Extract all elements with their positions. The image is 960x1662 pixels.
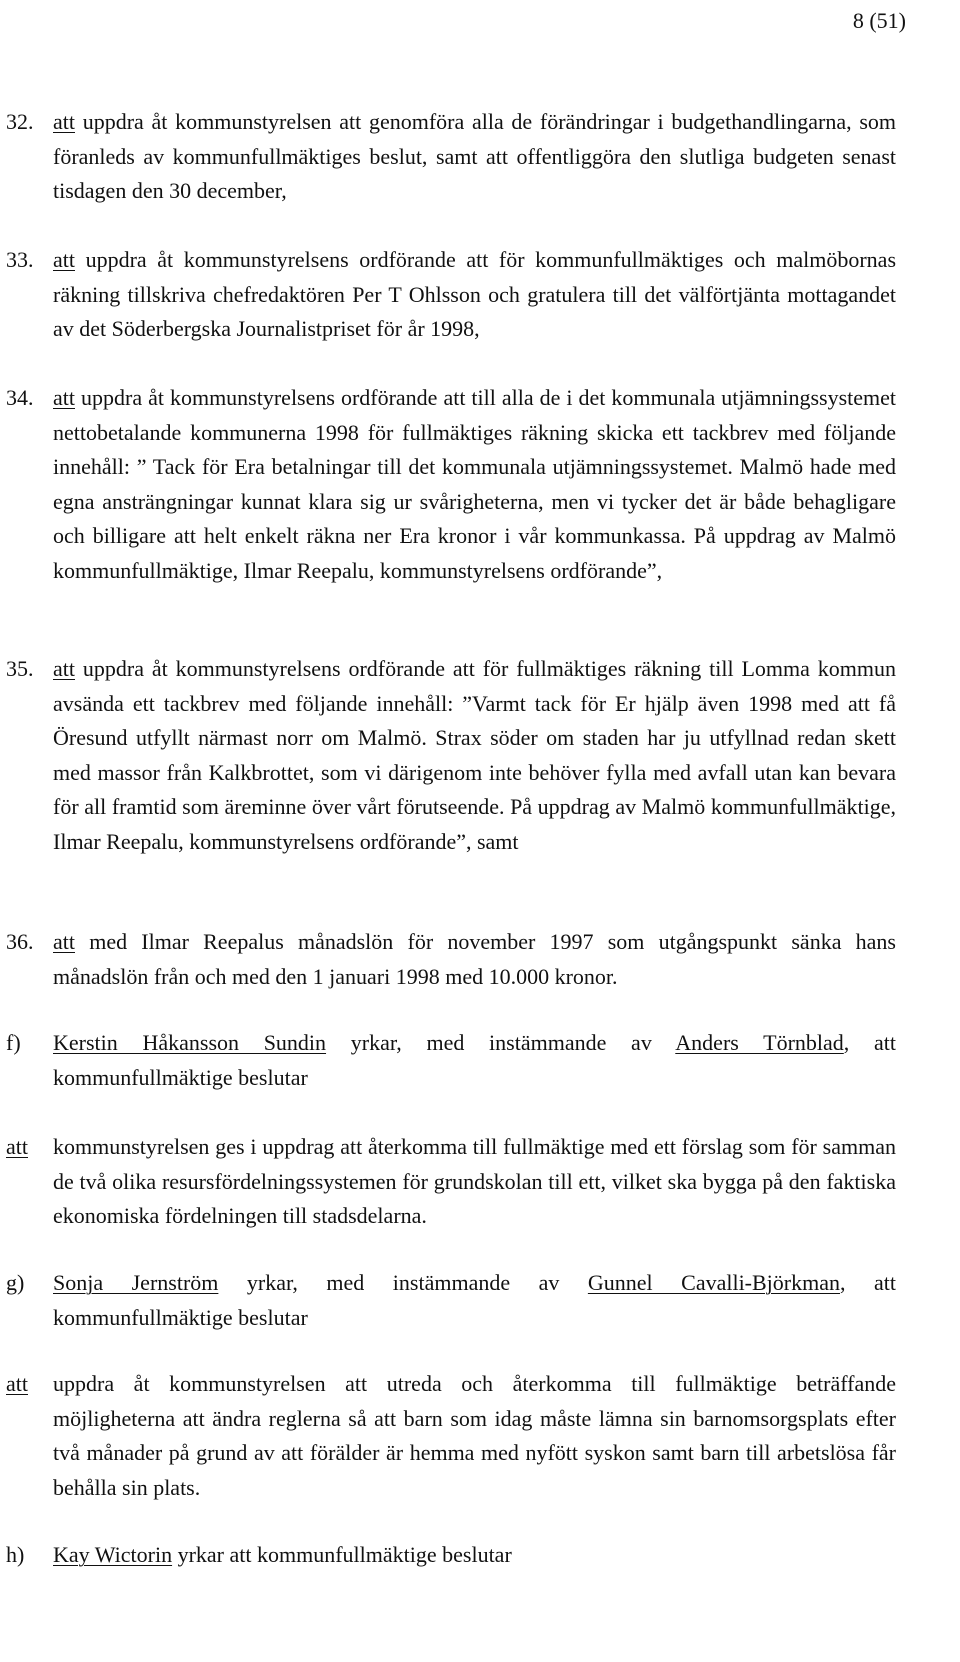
- item-number: 34.: [6, 385, 34, 410]
- item-text: [53, 381, 896, 588]
- decision-item-33: [6, 243, 896, 347]
- motion-text: [53, 1266, 896, 1335]
- motion-label: g): [6, 1270, 25, 1295]
- proposer-name: Kay Wictorin: [53, 1542, 173, 1567]
- motion-text-mid: yrkar, med instämmande av: [218, 1270, 588, 1295]
- item-number: 33.: [6, 247, 34, 272]
- att-keyword: att: [53, 385, 75, 410]
- item-body-text: uppdra åt kommunstyrelsen att genomföra alla de förändringar i budgethandlingarna, som föranleds av kommunfullmäktiges beslut, samt att offentliggöra den slutliga budgeten senast tisdagen den 30 december,: [53, 109, 896, 203]
- motion-text-tail: , att kommunfullmäktige beslutar: [53, 1030, 896, 1090]
- item-text: [53, 243, 896, 347]
- att-keyword: att: [6, 1134, 28, 1159]
- item-body-text: uppdra åt kommunstyrelsens ordförande att för kommunfullmäktiges och malmöbornas räkning tillskriva chefredaktören Per T Ohlsson och gratulera till det välförtjänta mottagandet av det Söderbergska Journalistpriset för år 1998,: [53, 247, 896, 341]
- proposer-name: Sonja Jernström: [53, 1270, 219, 1295]
- item-body-text: uppdra åt kommunstyrelsens ordförande att för fullmäktiges räkning till Lomma kommun avsända ett tackbrev med följande innehåll: ”Varmt tack för Er hjälp även 1998 med att få Öresund utfyllt närmast norr om Malmö. Strax söder om staden har ju utfyllnad redan skett med massor från Kalkbrottet, som vi därigenom inte behöver fylla med avfall utan kan bevara för all framtid som äreminne över vårt förutseende. På uppdrag av Malmö kommunfullmäktige, Ilmar Reepalu, kommunstyrelsens ordförande”, samt: [53, 656, 896, 854]
- att-keyword: att: [6, 1371, 28, 1396]
- motion-h: [6, 1538, 896, 1573]
- item-text: [53, 652, 896, 859]
- motion-label: h): [6, 1542, 25, 1567]
- att-keyword: att: [53, 929, 75, 954]
- motion-text: [53, 1026, 896, 1095]
- motion-text: [53, 1538, 896, 1573]
- page-number: 8 (51): [852, 8, 906, 33]
- decision-item-34: [6, 381, 896, 588]
- att-keyword: att: [53, 247, 75, 272]
- supporter-name: Anders Törnblad: [675, 1030, 844, 1055]
- supporter-name: Gunnel Cavalli-Björkman: [587, 1270, 840, 1295]
- item-number: 32.: [6, 109, 34, 134]
- motion-label: f): [6, 1030, 21, 1055]
- motion-f-att-clause: [6, 1130, 896, 1234]
- item-number: 35.: [6, 656, 34, 681]
- item-text: [53, 925, 896, 994]
- decision-item-36: [6, 925, 896, 994]
- decision-item-35: [6, 652, 896, 859]
- motion-text-mid: yrkar, med instämmande av: [326, 1030, 676, 1055]
- motion-text-tail: yrkar att kommunfullmäktige beslutar: [172, 1542, 512, 1567]
- item-text: [53, 105, 896, 209]
- att-clause-text: kommunstyrelsen ges i uppdrag att återkomma till fullmäktige med ett förslag som för samman de två olika resursfördelningssystemen för grundskolan till ett, vilket ska bygga på den faktiska ekonomiska fördelningen till stadsdelarna.: [53, 1134, 896, 1228]
- att-keyword: att: [53, 656, 75, 681]
- motion-f: [6, 1026, 896, 1095]
- motion-text-tail: , att kommunfullmäktige beslutar: [53, 1270, 896, 1330]
- att-keyword: att: [53, 109, 75, 134]
- proposer-name: Kerstin Håkansson Sundin: [53, 1030, 327, 1055]
- att-label: [6, 1130, 53, 1234]
- att-label: [6, 1367, 53, 1505]
- decision-item-32: [6, 105, 896, 209]
- motion-g: [6, 1266, 896, 1335]
- item-body-text: med Ilmar Reepalus månadslön för november 1997 som utgångspunkt sänka hans månadslön från och med den 1 januari 1998 med 10.000 kronor.: [53, 929, 896, 989]
- item-number: 36.: [6, 929, 34, 954]
- motion-g-att-clause: [6, 1367, 896, 1505]
- att-clause-text: uppdra åt kommunstyrelsen att utreda och återkomma till fullmäktige beträffande möjligheterna att ändra reglerna så att barn som idag måste lämna sin barnomsorgsplats efter två månader på grund av att förälder är hemma med nyfött syskon samt barn till arbetslösa får behålla sin plats.: [53, 1371, 896, 1500]
- item-body-text: uppdra åt kommunstyrelsens ordförande att till alla de i det kommunala utjämningssystemet nettobetalande kommunerna 1998 för fullmäktiges räkning skicka ett tackbrev med följande innehåll: ” Tack för Era betalningar till det kommunala utjämningssystemet. Malmö hade med egna ansträngningar kunnat klara sig ur svårigheterna, men vi tycker det är både behagligare och billigare att helt enkelt räkna ner Era kronor i vår kommunkassa. På uppdrag av Malmö kommunfullmäktige, Ilmar Reepalu, kommunstyrelsens ordförande”,: [53, 385, 896, 583]
